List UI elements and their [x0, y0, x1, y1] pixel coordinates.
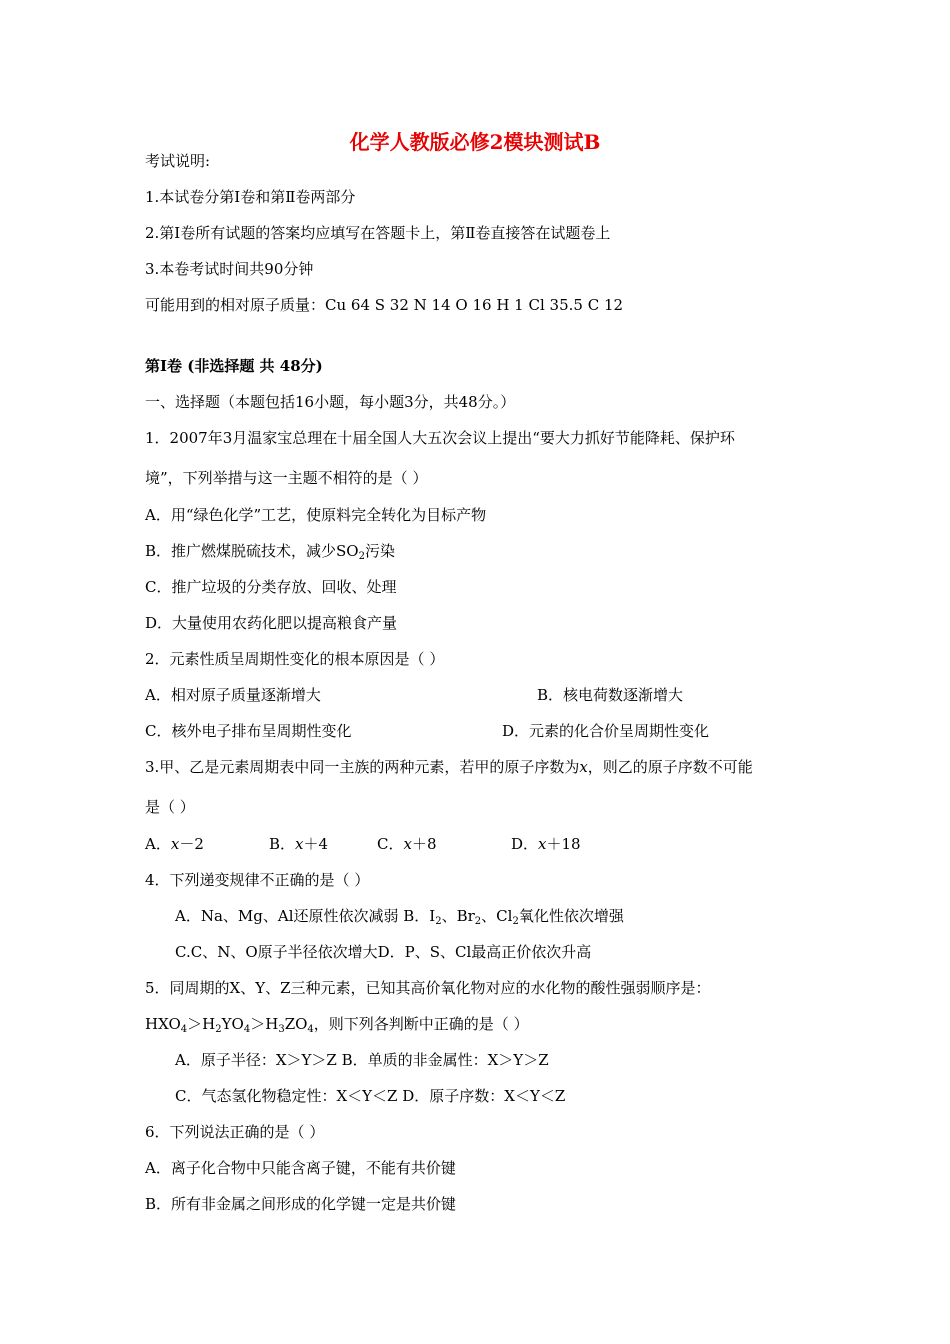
q3-variable: x [579, 758, 588, 776]
q4-options-ab [175, 906, 624, 926]
q2-option-c: C．核外电子排布呈周期性变化 [145, 722, 352, 740]
q4-text-4: 氧化性依次增强 [518, 907, 624, 925]
subscript: 3 [278, 1024, 285, 1035]
q3-option-c-label: C． [377, 835, 404, 853]
q5-stem-text-end: ，则下列各判断中正确的是（ ） [313, 1015, 529, 1033]
subscript: 2 [435, 916, 442, 927]
subscript: 4 [180, 1024, 188, 1035]
q3-option-a-label: A． [145, 835, 171, 853]
subscript: 4 [307, 1024, 314, 1035]
q3-option-a-var: x [170, 835, 180, 853]
q3-option-b-value: ＋4 [303, 835, 329, 853]
part1-heading: 第Ⅰ卷 (非选择题 共 48分) [145, 357, 323, 375]
q4-text-2: 、Br [441, 907, 475, 925]
formula-part: ZO [284, 1015, 308, 1033]
formula-part: YO [221, 1015, 244, 1033]
q3-option-c-var: x [403, 835, 412, 853]
q5-stem-line-1: 5．同周期的X、Y、Z三种元素，已知其高价氧化物对应的水化物的酸性强弱顺序是： [145, 979, 711, 997]
q1-stem-line-2: 境”，下列举措与这一主题不相符的是（ ） [145, 469, 428, 487]
q5-options-cd: C．气态氢化物稳定性：X＜Y＜Z D．原子序数：X＜Y＜Z [175, 1087, 566, 1105]
q2-option-a: A．相对原子质量逐渐增大 [145, 686, 321, 704]
exam-title: 化学人教版必修2模块测试B [349, 130, 601, 154]
q3-option-c [377, 834, 437, 854]
q3-option-c-value: ＋8 [411, 835, 437, 853]
q5-stem-line-2 [145, 1014, 529, 1034]
q1-stem-line-1: 1．2007年3月温家宝总理在十届全国人大五次会议上提出“要大力抓好节能降耗、保护环 [145, 429, 735, 447]
section-heading: 一、选择题（本题包括16小题，每小题3分，共48分。） [145, 393, 516, 411]
q1-option-d: D．大量使用农药化肥以提高粮食产量 [145, 614, 398, 632]
q6-option-b: B．所有非金属之间形成的化学键一定是共价键 [145, 1195, 457, 1213]
q6-option-a: A．离子化合物中只能含离子键，不能有共价键 [145, 1159, 456, 1177]
q3-stem-text: 3.甲、乙是元素周期表中同一主族的两种元素，若甲的原子序数为 [145, 758, 580, 776]
q3-option-d-label: D． [511, 835, 539, 853]
q4-options-cd: C.C、N、O原子半径依次增大D．P、S、Cl最高正价依次升高 [175, 943, 592, 961]
q3-stem-text-end: ，则乙的原子序数不可能 [587, 758, 753, 776]
q4-text-1: A．Na、Mg、Al还原性依次减弱 B．I [175, 907, 436, 925]
q1-option-c: C．推广垃圾的分类存放、回收、处理 [145, 578, 397, 596]
subscript: 4 [243, 1024, 251, 1035]
instruction-item-1: 1.本试卷分第Ⅰ卷和第Ⅱ卷两部分 [145, 188, 356, 206]
instructions-heading: 考试说明: [145, 152, 211, 170]
q2-stem: 2．元素性质呈周期性变化的根本原因是（ ） [145, 650, 445, 668]
q1-option-b-text: B．推广燃煤脱硫技术，减少SO [145, 542, 359, 560]
instruction-item-2: 2.第Ⅰ卷所有试题的答案均应填写在答题卡上，第Ⅱ卷直接答在试题卷上 [145, 224, 611, 242]
q5-options-ab: A．原子半径：X＞Y＞Z B．单质的非金属性：X＞Y＞Z [175, 1051, 549, 1069]
formula-part: ＞H [250, 1015, 279, 1033]
q3-option-d-value: ＋18 [546, 835, 581, 853]
q1-option-a: A．用“绿色化学”工艺，使原料完全转化为目标产物 [145, 506, 487, 524]
atomic-mass-line: 可能用到的相对原子质量：Cu 64 S 32 N 14 O 16 H 1 Cl 35.5 C 12 [145, 296, 624, 314]
q4-stem: 4．下列递变规律不正确的是（ ） [145, 871, 370, 889]
q3-option-b-var: x [295, 835, 304, 853]
q3-option-b [269, 834, 328, 854]
q6-stem: 6．下列说法正确的是（ ） [145, 1123, 325, 1141]
q4-text-3: 、Cl [481, 907, 513, 925]
q3-option-d [511, 834, 581, 854]
q3-option-b-label: B． [269, 835, 296, 853]
formula-part: HXO [145, 1015, 181, 1033]
q2-option-b: B．核电荷数逐渐增大 [537, 686, 684, 704]
q3-option-a-value: －2 [179, 835, 204, 853]
q1-option-b-text-end: 污染 [364, 542, 395, 560]
subscript: 2 [358, 551, 365, 562]
q3-option-a [145, 834, 204, 854]
formula-part: ＞H [187, 1015, 216, 1033]
q3-stem-line-1 [145, 757, 753, 777]
subscript: 2 [512, 916, 519, 927]
q1-option-b [145, 541, 395, 561]
subscript: 2 [474, 916, 482, 927]
q2-option-d: D．元素的化合价呈周期性变化 [502, 722, 710, 740]
q3-option-d-var: x [538, 835, 547, 853]
subscript: 2 [215, 1024, 222, 1035]
instruction-item-3: 3.本卷考试时间共90分钟 [145, 260, 314, 278]
q3-stem-line-2: 是（ ） [145, 798, 195, 816]
